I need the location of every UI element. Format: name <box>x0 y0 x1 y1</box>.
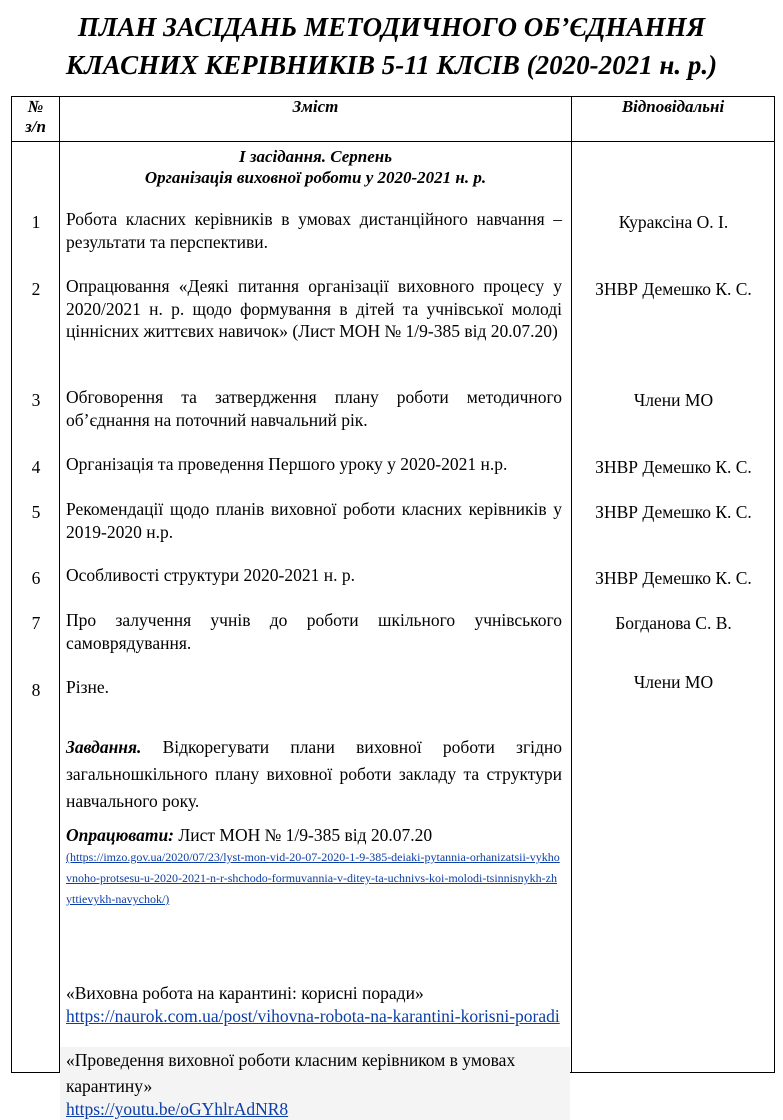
meeting-heading <box>60 142 571 188</box>
resource-1 <box>66 982 562 1028</box>
header-number-line2: з/п <box>25 117 46 136</box>
plan-table <box>11 96 775 1119</box>
item-responsible: Члени МО <box>633 390 714 410</box>
resource-1-link[interactable]: https://naurok.com.ua/post/vihovna-robota-na-karantini-korisni-poradi <box>66 1006 560 1026</box>
item-number: 5 <box>31 502 41 522</box>
meeting-topic: Організація виховної роботи у 2020-2021 н. р. <box>144 168 487 187</box>
item-number: 2 <box>31 279 41 299</box>
header-responsible: Відповідальні <box>572 97 775 142</box>
item-text: Робота класних керівників в умовах дистанційного навчання – результати та перспективи. <box>66 209 562 252</box>
item-responsible: ЗНВР Демешко К. С. <box>595 502 752 522</box>
responsible-column <box>572 142 775 1073</box>
item-responsible: Кураксіна О. І. <box>618 212 729 232</box>
item-responsible: ЗНВР Демешко К. С. <box>595 568 752 588</box>
item-responsible: ЗНВР Демешко К. С. <box>595 279 752 299</box>
item-responsible: Члени МО <box>633 672 714 692</box>
item-number: 4 <box>31 457 41 477</box>
study-line <box>66 824 562 847</box>
study-text: Лист МОН № 1/9-385 від 20.07.20 <box>174 825 433 845</box>
item-text: Особливості структури 2020-2021 н. р. <box>66 565 355 585</box>
item-text: Обговорення та затвердження плану роботи методичного об’єднання на поточний навчальний рік. <box>66 387 562 430</box>
table-body-row <box>12 142 775 1073</box>
study-label: Опрацювати: <box>66 825 174 845</box>
study-block <box>66 824 562 910</box>
header-number <box>12 97 60 142</box>
item-number: 6 <box>31 568 41 588</box>
study-link[interactable]: (https://imzo.gov.ua/2020/07/23/lyst-mon-vid-20-07-2020-1-9-385-deiaki-pytannia-orhanizatsii-vykhovnoho-protsesu-u-2020-2021-n-r-shchodo-formuvannia-v-ditey-ta-uchnivs-koi-molodi-tsinnisnykh-zhyttievykh-navychok/) <box>66 850 560 906</box>
title-line-2: КЛАСНИХ КЕРІВНИКІВ 5-11 КЛСІВ (2020-2021 н. р.) <box>65 50 718 80</box>
title-line-1: ПЛАН ЗАСІДАНЬ МЕТОДИЧНОГО ОБ’ЄДНАННЯ <box>77 12 706 42</box>
item-number: 7 <box>31 613 41 633</box>
content-column <box>60 142 572 1119</box>
task-text: Відкорегувати плани виховної роботи згідно загальношкільного плану виховної роботи закладу та структури навчального року. <box>66 737 562 811</box>
resource-2-title: «Проведення виховної роботи класним керівником в умовах карантину» <box>66 1050 516 1096</box>
item-text: Рекомендації щодо планів виховної роботи класних керівників у 2019-2020 н.р. <box>66 499 562 542</box>
item-text: Про залучення учнів до роботи шкільного учнівського самоврядування. <box>66 610 562 653</box>
header-number-line1: № <box>27 97 44 116</box>
item-number: 1 <box>31 212 41 232</box>
item-responsible: Богданова С. В. <box>615 613 732 633</box>
document-title <box>0 8 783 84</box>
table-header-row <box>12 97 775 142</box>
item-number: 3 <box>31 390 41 410</box>
task-label: Завдання. <box>66 737 142 757</box>
task-block <box>66 734 562 815</box>
item-text: Організація та проведення Першого уроку у 2020-2021 н.р. <box>66 454 508 474</box>
meeting-title: І засідання. Серпень <box>238 147 393 166</box>
numbers-column <box>12 142 60 1073</box>
header-content: Зміст <box>60 97 572 142</box>
item-text: Різне. <box>66 677 110 697</box>
item-text: Опрацювання «Деякі питання організації виховного процесу у 2020/2021 н. р. щодо формування в дітей та учнівської молоді ціннісних життєвих навичок» (Лист МОН № 1/9-385 від 20.07.20) <box>66 276 562 341</box>
resource-1-title: «Виховна робота на карантині: корисні поради» <box>66 983 424 1003</box>
item-number: 8 <box>31 680 41 700</box>
resource-2-link[interactable]: https://youtu.be/oGYhlrAdNR8 <box>66 1099 289 1119</box>
item-responsible: ЗНВР Демешко К. С. <box>595 457 752 477</box>
